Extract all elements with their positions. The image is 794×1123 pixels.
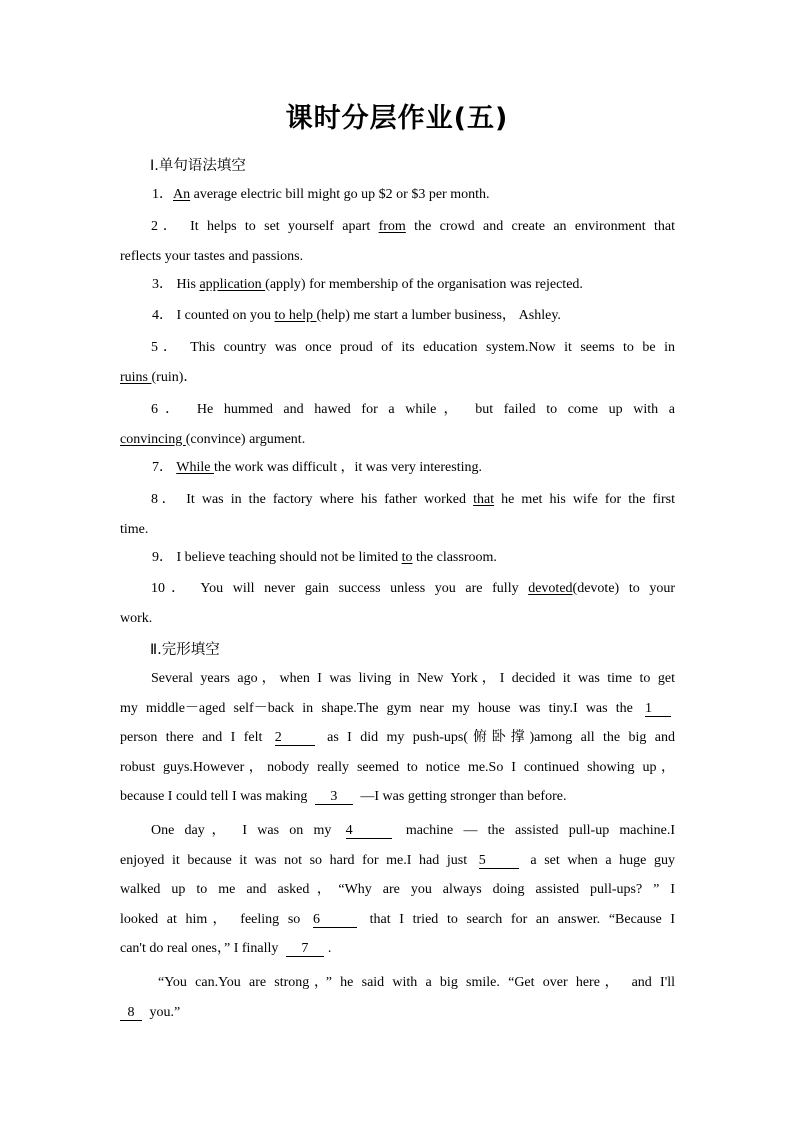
section-heading-grammar: Ⅰ.单句语法填空 [150, 158, 246, 174]
item-number: 8． [151, 492, 180, 507]
question-item-3: 3． His application (apply) for membership of the organisation was rejected. [152, 277, 583, 292]
cloze-blank-7[interactable]: 7 [286, 941, 324, 957]
question-item-8: 8． It was in the factory where his father worked that he met his wife for the first time. [120, 492, 676, 537]
answer-text: An [173, 187, 191, 202]
answer-text: devoted [528, 581, 573, 596]
answer-text: While [176, 460, 214, 475]
cloze-blank-8[interactable]: 8 [120, 1005, 142, 1021]
cloze-paragraph-2: One day， I was on my 4 machine — the assisted pull-up machine.I enjoyed it because it was not so hard for me.I had just 5 a set when a huge guy walked up to me and asked，“Why are you always doing assisted pull-ups? ” I looked at him， feeling so 6 that I tried to search for an answer. “Because I can't do real ones，” I finally 7 . [120, 823, 676, 956]
item-number: 9． [152, 550, 173, 565]
item-number: 1． [152, 187, 173, 202]
item-number: 7． [152, 460, 173, 475]
question-item-1: 1．An average electric bill might go up $2 or $3 per month. [152, 187, 490, 202]
question-item-9: 9． I believe teaching should not be limited to the classroom. [152, 550, 497, 565]
item-number: 3． [152, 277, 173, 292]
page-title: 课时分层作业(五) [285, 103, 509, 134]
answer-text: to [401, 550, 413, 565]
cloze-paragraph-3: “You can.You are strong，” he said with a big smile. “Get over here， and I'll 8 you.” [120, 968, 675, 1027]
item-number: 2． [151, 219, 182, 234]
cloze-blank-1[interactable]: 1 [645, 701, 671, 717]
cloze-blank-4[interactable]: 4 [346, 823, 392, 839]
answer-text: application [199, 277, 266, 292]
cloze-blank-6[interactable]: 6 [313, 912, 357, 928]
answer-text: to help [274, 308, 317, 323]
section-heading-cloze: Ⅱ.完形填空 [150, 642, 220, 658]
item-number: 5． [151, 340, 182, 355]
answer-text: that [473, 492, 495, 507]
item-number: 10． [151, 581, 192, 596]
question-item-2: 2． It helps to set yourself apart from the crowd and create an environment that reflects your tastes and passions. [120, 219, 675, 264]
question-item-10: 10． You will never gain success unless you are fully devoted(devote) to your work. [120, 581, 675, 626]
answer-text: ruins [120, 369, 152, 385]
question-item-6: 6． He hummed and hawed for a while， but failed to come up with a convincing (convince) argument. [120, 402, 676, 447]
answer-text: convincing [120, 431, 186, 447]
question-item-4: 4． I counted on you to help (help) me start a lumber business， Ashley. [152, 308, 561, 323]
cloze-blank-3[interactable]: 3 [315, 789, 353, 805]
item-number: 6． [151, 402, 187, 417]
question-item-5: 5． This country was once proud of its education system.Now it seems to be in ruins (ruin)． [120, 340, 676, 385]
cloze-blank-5[interactable]: 5 [479, 853, 519, 869]
cloze-blank-2[interactable]: 2 [275, 730, 315, 746]
question-item-7: 7． While the work was difficult ，it was very interesting. [152, 460, 482, 475]
cloze-paragraph-1: Several years ago，when I was living in New York，I decided it was time to get my middle－aged self－back in shape.The gym near my house was tiny.I was the 1 person there and I felt 2 as I did my push-ups(俯卧撑)among all the big and robust guys.However，nobody really seemed to notice me.So I continued showing up， because I could tell I was making 3 —I was getting stronger than before. [120, 671, 676, 804]
item-number: 4． [152, 308, 173, 323]
answer-text: from [378, 219, 406, 234]
